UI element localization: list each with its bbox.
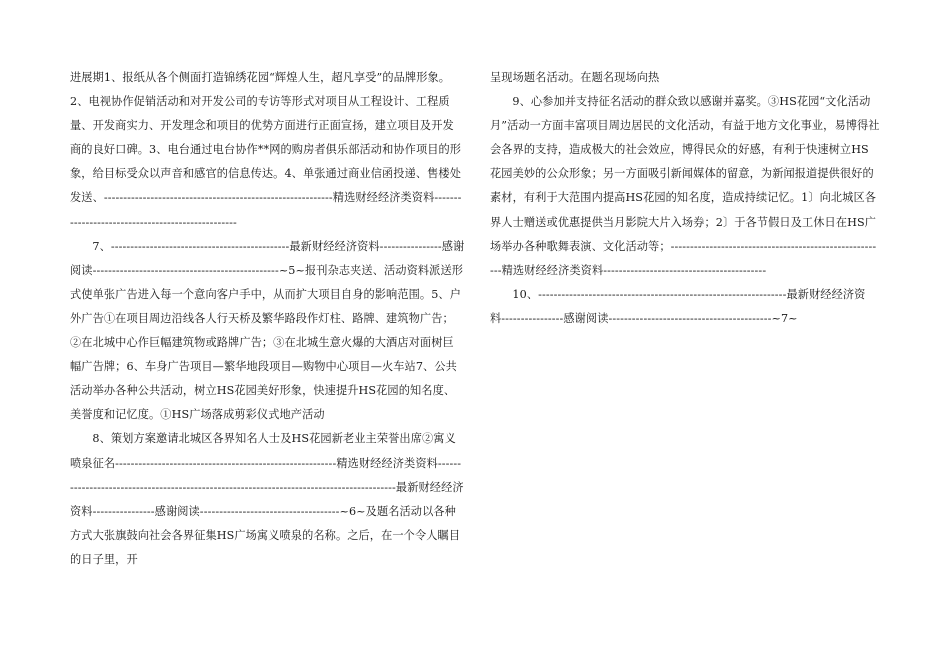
paragraph: 7、----------------------------------------------最新财经经济资料----------------感谢阅读------------------------------------------------~5~报刊杂志夹送、活动资料派送形式使单张广告进入每一个意向客户手中，从而扩大项目自身的影响范围。5、户外广告①在项目周边沿线各人行天桥及繁华路段作灯柱、路牌、建筑物广告；②在北城中心作巨幅建筑物或路牌广告；③在北城生意火爆的大酒店对面树巨幅广告牌；6、车身广告项目—繁华地段项目—购物中心项目—火车站7、公共活动举办各种公共活动，树立HS花园美好形象，快速提升HS花园的知名度、美誉度和记忆度。①HS广场落成剪彩仪式地产活动 [70, 239, 465, 422]
right-column [490, 66, 880, 331]
paragraph: 2、电视协作促销活动和对开发公司的专访等形式对项目从工程设计、工程质量、开发商实力、开发理念和项目的优势方面进行正面宣扬，建立项目及开发商的良好口碑。3、电台通过电台协作**网的购房者俱乐部活动和协作项目的形象，给目标受众以声音和感官的信息传达。4、单张通过商业信函投递、售楼处发送、-----------------------------------------------------------精选财经经济类资料-------------------------------------------------- [70, 95, 462, 229]
paragraph: 9、心参加并支持征名活动的群众致以感谢并嘉奖。③HS花园“文化活动月”活动一方面丰富项目周边居民的文化活动，有益于地方文化事业，易博得社会各界的支持，造成极大的社会效应，博得民众的好感，有利于快速树立HS花园美妙的公众形象；另一方面吸引新闻媒体的留意，为新闻报道提供很好的素材，有利于大范围内提高HS花园的知名度，造成持续记忆。1〕向北城区各界人士赠送或优惠提供当月影院大片入场券；2〕于各节假日及工休日在HS广场举办各种歌舞表演、文化活动等；--------------------------------------------------------精选财经经济类资料------------------------------------------ [490, 95, 880, 277]
left-column [70, 66, 465, 572]
paragraph: 8、策划方案邀请北城区各界知名人士及HS花园新老业主荣誉出席②寓义喷泉征名---------------------------------------------------------精选财经经济类资料------------------------------------------------------------------------------------------最新财经经济资料----------------感谢阅读------------------------------------~6~及题名活动以各种方式大张旗鼓向社会各界征集HS广场寓义喷泉的名称。之后，在一个令人瞩目的日子里，开 [70, 432, 464, 566]
paragraph: 进展期1、报纸从各个侧面打造锦绣花园“辉煌人生，超凡享受”的品牌形象。 [70, 71, 451, 84]
paragraph: 10、----------------------------------------------------------------最新财经经济资料----------------感谢阅读------------------------------------------~7~ [490, 287, 866, 325]
paragraph: 呈现场题名活动。在题名现场向热 [490, 71, 660, 84]
